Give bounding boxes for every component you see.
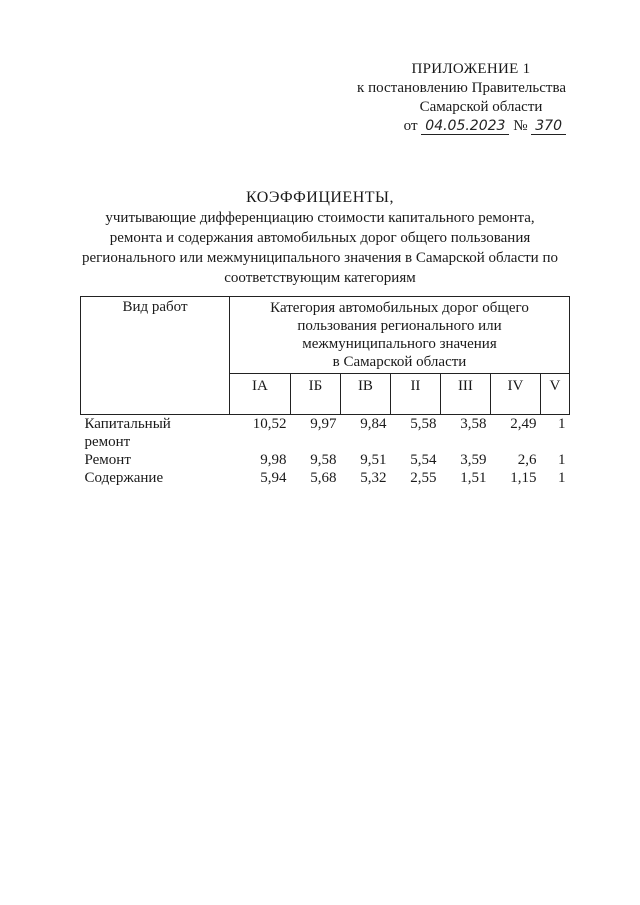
cell-value: 9,98 [260, 452, 287, 468]
cell-value: 10,52 [252, 416, 287, 432]
cell-value: 9,51 [360, 452, 387, 468]
cell-value: 9,58 [310, 452, 337, 468]
cell-value: 9,84 [360, 416, 387, 432]
category-ia: IA [230, 374, 291, 415]
cell-value: 5,54 [410, 452, 437, 468]
cell-value: 1,15 [510, 470, 537, 486]
cell-value: 5,58 [410, 416, 437, 432]
cell-value: 1,51 [460, 470, 487, 486]
date-prefix: от [403, 118, 418, 134]
cell-value: 5,32 [360, 470, 387, 486]
cell-value: 2,55 [410, 470, 437, 486]
category-iii: III [440, 374, 490, 415]
category-iv: IV [490, 374, 540, 415]
cell-value: 3,59 [460, 452, 487, 468]
decree-reference-line2: Самарской области [419, 99, 543, 115]
title-line-4: соответствующим категориям [224, 270, 416, 286]
category-header-line4: в Самарской области [332, 354, 467, 370]
category-header-line1: Категория автомобильных дорог общего [270, 300, 529, 316]
coefficients-table [80, 296, 570, 487]
cell-value: 2,49 [510, 416, 537, 432]
category-iv-cyr: IB [340, 374, 390, 415]
title-line-1: учитывающие дифференциацию стоимости капитального ремонта, [105, 210, 535, 226]
row-label: Содержание [84, 470, 164, 486]
cell-value: 1 [558, 452, 566, 468]
category-group-header [230, 297, 570, 374]
number-prefix: № [513, 118, 528, 134]
title-heading: КОЭФФИЦИЕНТЫ, [246, 189, 394, 206]
cell-value: 1 [558, 470, 566, 486]
decree-number: 370 [531, 118, 566, 135]
cell-value: 2,6 [517, 452, 537, 468]
cell-value: 5,94 [260, 470, 287, 486]
cell-value: 1 [558, 416, 566, 432]
row-label: Капитальный ремонт [84, 416, 171, 450]
annex-title: ПРИЛОЖЕНИЕ 1 [411, 61, 531, 77]
category-header-line2: пользования регионального или [297, 318, 502, 334]
category-ib: IБ [290, 374, 340, 415]
decree-date-number [336, 117, 566, 136]
category-ii: II [390, 374, 440, 415]
work-type-header: Вид работ [81, 297, 230, 415]
title-line-2: ремонта и содержания автомобильных дорог общего пользования [109, 230, 531, 246]
table-row [81, 415, 570, 452]
row-label: Ремонт [84, 452, 131, 468]
cell-value: 3,58 [460, 416, 487, 432]
annex-header [336, 60, 566, 136]
document-title [70, 188, 570, 288]
table-row [81, 451, 570, 469]
category-header-line3: межмуниципального значения [302, 336, 497, 352]
cell-value: 9,97 [310, 416, 337, 432]
cell-value: 5,68 [310, 470, 337, 486]
decree-date: 04.05.2023 [421, 118, 509, 135]
title-line-3: регионального или межмуниципального значения в Самарской области по [82, 250, 558, 266]
table-row [81, 469, 570, 487]
category-v: V [540, 374, 569, 415]
decree-reference-line1: к постановлению Правительства [357, 80, 566, 96]
